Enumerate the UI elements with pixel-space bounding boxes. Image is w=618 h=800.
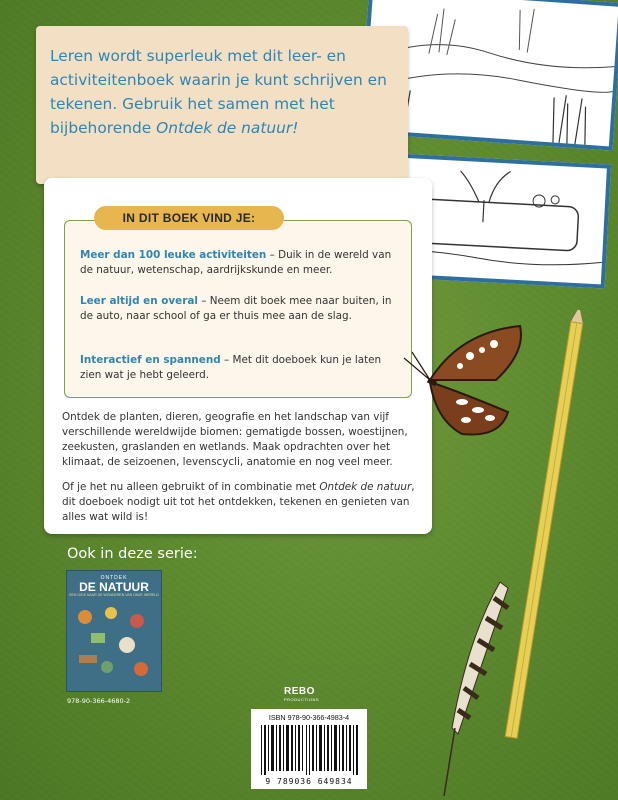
- body-book-title: Ontdek de natuur: [319, 481, 412, 493]
- intro-text-body: Leren wordt superleuk met dit leer- en activiteitenboek waarin je kunt schrijven en tekenen. Gebruik het samen met het bijbehorende: [50, 47, 387, 137]
- series-book-title: DE NATUUR: [79, 580, 149, 594]
- intro-book-title: Ontdek de natuur!: [156, 119, 299, 137]
- series-book-title-block: [67, 575, 161, 597]
- series-book-cover[interactable]: [66, 570, 162, 692]
- series-book-isbn: 978-90-366-4680-2: [67, 697, 131, 705]
- barcode-isbn-label: ISBN 978-90-366-4983-4: [268, 713, 350, 722]
- feature-item-activities: [80, 248, 396, 278]
- feature-text: – Neem dit boek mee naar buiten, in de auto, naar school of ga er thuis mee aan de slag.: [80, 295, 392, 322]
- series-book-small-title: ONTDEK: [100, 575, 128, 581]
- barcode-bars: [259, 725, 359, 775]
- feather-illustration: [438, 578, 518, 800]
- feature-title: Interactief en spannend: [80, 354, 221, 366]
- publisher-name: REBO: [284, 686, 315, 697]
- barcode: [251, 709, 367, 789]
- feature-item-anywhere: [80, 294, 396, 324]
- series-label: Ook in deze serie:: [67, 546, 198, 562]
- feature-item-interactive: [80, 353, 396, 383]
- publisher-sub: PRODUCTIONS: [284, 697, 320, 702]
- publisher-logo: [284, 686, 319, 702]
- feature-title: Leer altijd en overal: [80, 295, 198, 307]
- body-paragraph-2: [62, 480, 424, 525]
- intro-text: [50, 44, 400, 140]
- body-text: Of je het nu alleen gebruikt of in combinatie met: [62, 481, 320, 493]
- features-header: IN DIT BOEK VIND JE:: [94, 206, 284, 230]
- feature-text: – Duik in de wereld van de natuur, wetenschap, aardrijkskunde en meer.: [80, 249, 392, 276]
- feature-text: – Met dit doeboek kun je laten zien wat je hebt geleerd.: [80, 354, 382, 381]
- body-paragraph-1: Ontdek de planten, dieren, geografie en het landschap van vijf verschillende wereldwijde biomen: gematigde bossen, woestijnen, zeekusten, graslanden en wetlands. Maak opdrachten over het klimaat, de seizoenen, levenscycli, anatomie en nog veel meer.: [62, 411, 408, 468]
- feature-title: Meer dan 100 leuke activiteiten: [80, 249, 267, 261]
- barcode-digits: 9 789036 649834: [265, 777, 353, 786]
- series-book-illustration: [71, 603, 157, 687]
- series-book-subtitle: EEN GIDS NAAR DE WONDEREN VAN ONZE WERELD: [69, 593, 159, 597]
- body-text: , dit doeboek nodigt uit tot het ontdekken, tekenen en genieten van alles wat wild is!: [62, 481, 415, 523]
